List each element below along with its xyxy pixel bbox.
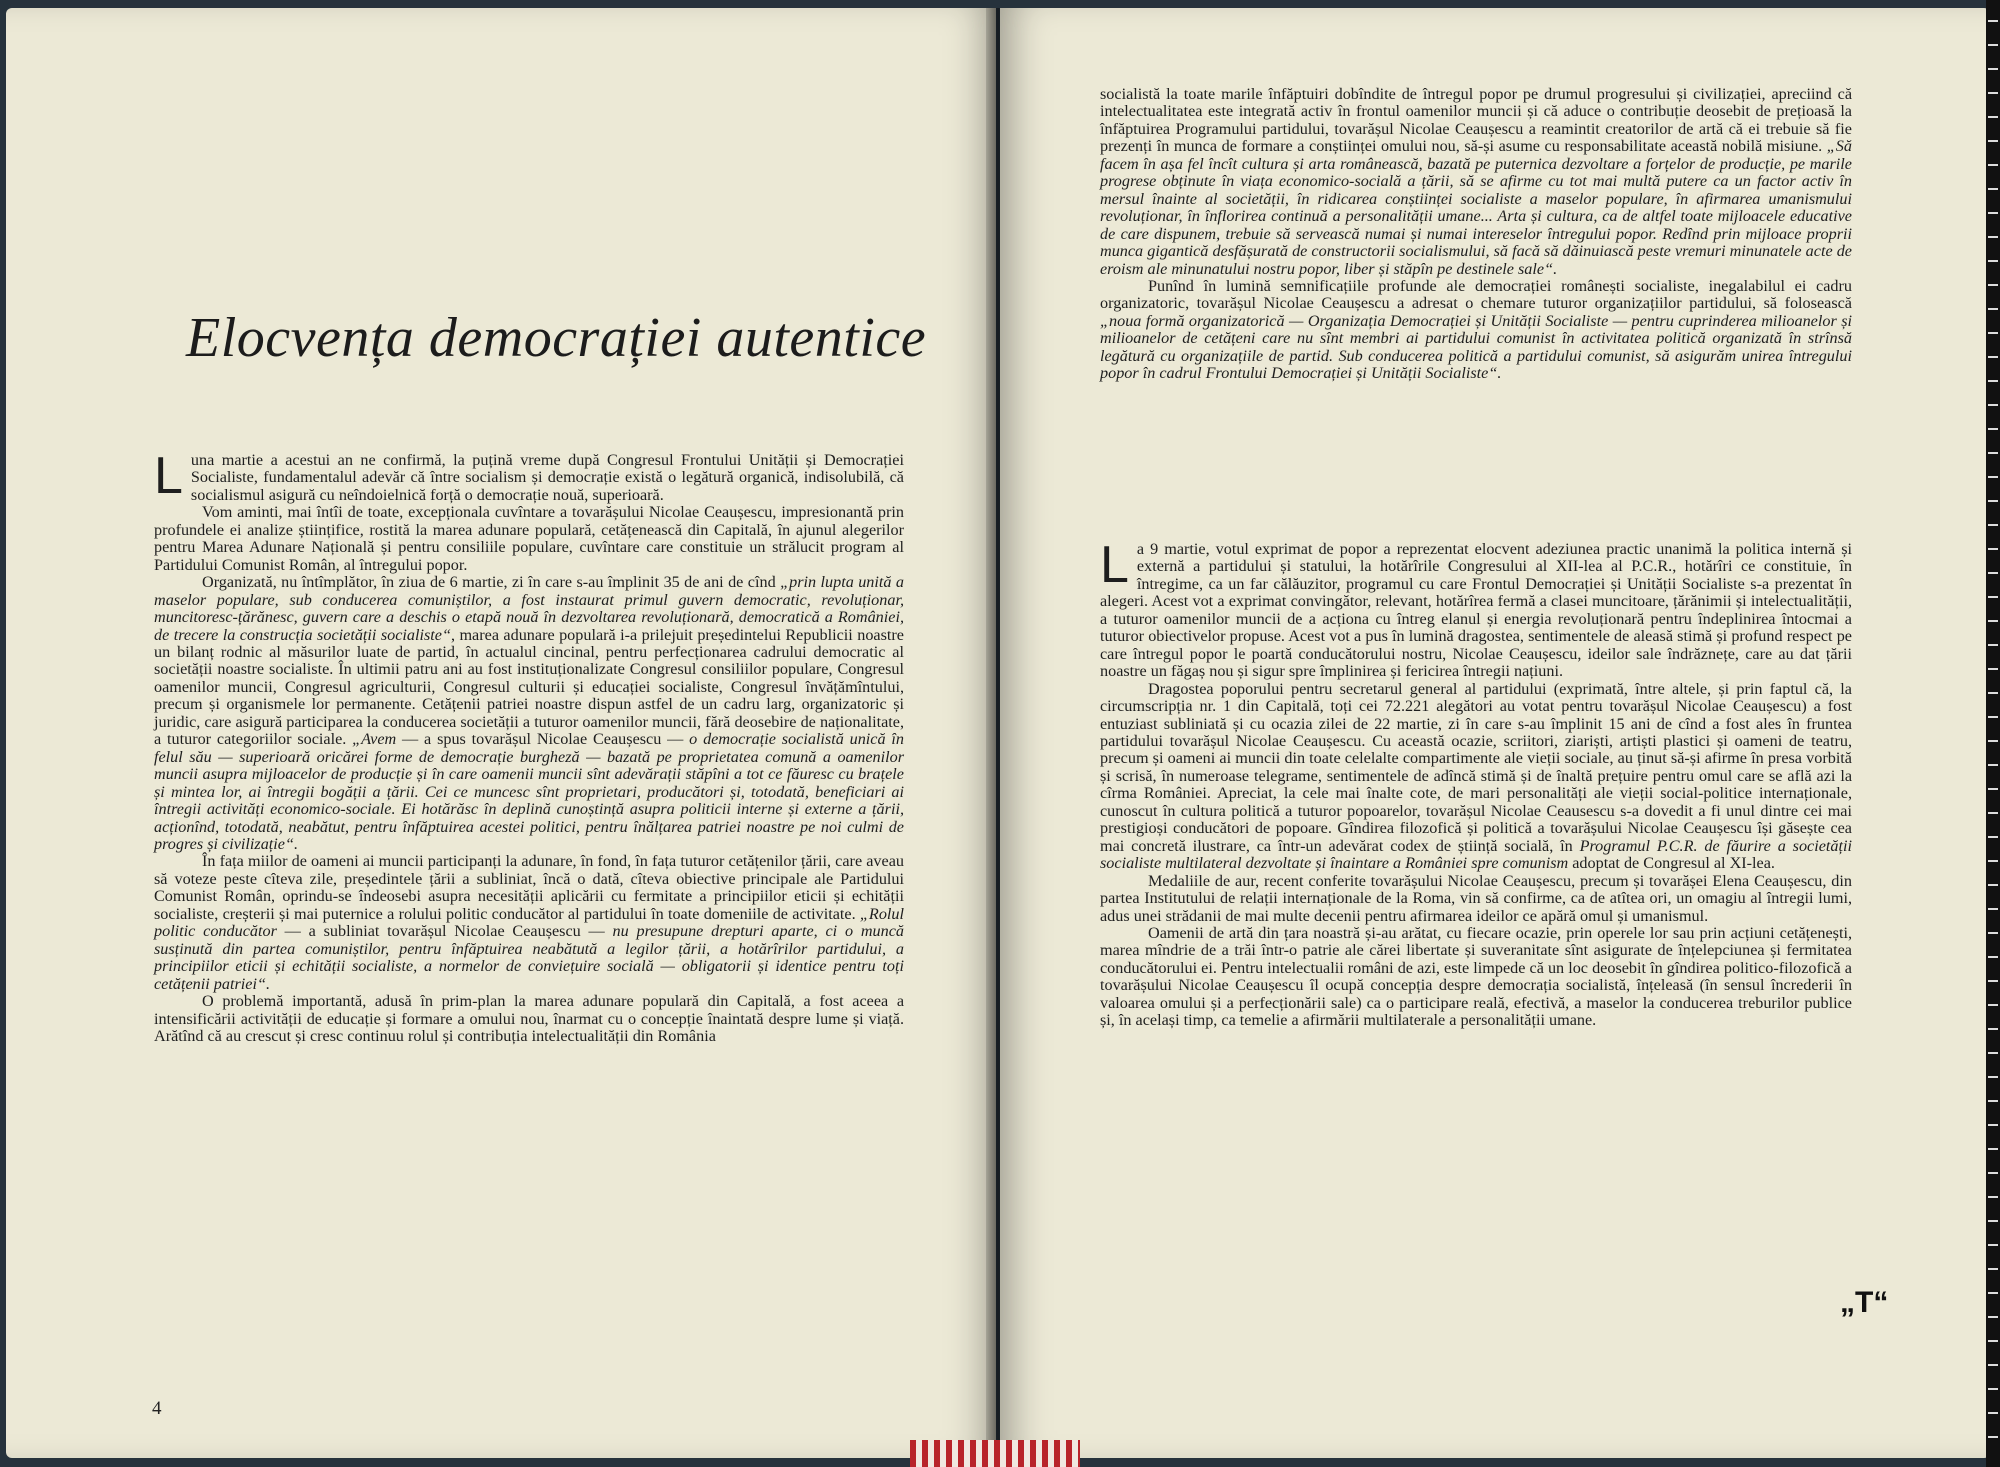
ruler-tick: [1988, 1076, 1998, 1078]
ruler-tick: [1988, 764, 1998, 766]
ruler-tick: [1988, 860, 1998, 862]
quote-italic: o democrație socialistă unică în felul său — superioară oricărei forme de democrație burgheză — bazată pe proprietatea comună a oamenilor muncii asupra mijloacelor de producție și în care oamenii muncii sînt adevărații stăpîni a tot ce făuresc cu brațele și mintea lor, ai întregii bogății a țării. Cei ce muncesc sînt proprietari, producători și, totodată, beneficiari ai întregii activități economico-sociale. Ei hotărăsc în deplină cunoștință asupra politicii interne și externe a țării, acționînd, totodată, neabătut, pentru înfăptuirea acestei politici, pentru înălțarea patriei noastre pe noi culmi de progres și civilizație“.: [154, 730, 904, 853]
ruler-tick: [1988, 1436, 1998, 1438]
paragraph-text: a 9 martie, votul exprimat de popor a reprezentat elocvent adeziunea practic unanimă la politica internă și externă a partidului și statului, la hotărîrile Congresului al XII-lea al P.C.R., hotărîri ce constituie, în întregime, ca un far călăuzitor, programul cu care Frontul Democrației și Unității Socialiste s-a prezentat în alegeri. Acest vot a exprimat convingător, relevant, hotărîrea fermă a clasei muncitoare, țărănimii și intelectualității, a tuturor oamenilor muncii de a acționa cu întreg elanul și energia revoluționară pentru îndeplinirea întocmai a tuturor obiectivelor propuse. Acest vot a pus în lumină dragostea, sentimentele de aleasă stimă și profund respect pe care întregul popor le poartă conducătorului nostru, Nicolae Ceaușescu, ideilor sale îndrăznețe, care au dat țării noastre un făgaș nou și sigur spre împlinirea și fericirea întregii națiuni.: [1100, 540, 1852, 681]
ruler-tick: [1988, 1388, 1998, 1390]
ruler-tick: [1988, 44, 1998, 46]
ruler-tick: [1988, 1172, 1998, 1174]
text-run: — a subliniat tovarășul Nicolae Ceaușescu —: [276, 922, 613, 941]
ruler-tick: [1988, 308, 1998, 310]
paragraph: [154, 574, 904, 853]
paragraph: [1100, 681, 1852, 873]
ruler-tick: [1988, 1100, 1998, 1102]
ruler-tick: [1988, 548, 1998, 550]
ruler-tick: [1988, 572, 1998, 574]
ruler-tick: [1988, 692, 1998, 694]
ruler-tick: [1988, 260, 1998, 262]
right-page-text-column-top: [1100, 86, 1852, 383]
quote-italic: Programul P.C.R. de făurire a societății socialiste multilateral dezvoltate și înaintare a României spre comunism: [1100, 836, 1853, 873]
ruler-tick: [1988, 932, 1998, 934]
ruler-tick: [1988, 140, 1998, 142]
quote-italic: „noua formă organizatorică — Organizația Democrației și Unității Socialiste — pentru cuprinderea milioanelor și milioanelor de cetățeni care nu sînt membri ai partidului comunist în activitatea politică organizată în strînsă legătură cu organizațiile de partid. Sub conducerea politică a partidului comunist, să asigurăm unirea întregului popor în cadrul Frontului Democrației și Unității Socialiste“.: [1100, 311, 1852, 383]
ruler-edge: [1986, 0, 2000, 1467]
quote-italic: „Să facem în așa fel încît cultura și arta românească, bazată pe puternica dezvoltare a forțelor de producție, pe marile progrese obținute în viața economico-socială a țării, să se afirme cu tot mai multă putere ca un factor activ în mersul înainte al societății, în ridicarea conștiinței socialiste a maselor populare, în afirmarea umanismului revoluționar, în înflorirea continuă a personalității umane... Arta și cultura, ca de altfel toate mijloacele educative de care dispunem, trebuie să servească numai și numai intereselor întregului popor. Redînd prin mijloace proprii munca gigantică desfășurată de constructorii socialismului, să facă să dăinuiască peste vremuri minunatele acte de eroism ale minunatului nostru popor, liber și stăpîn pe destinele sale“.: [1100, 137, 1852, 278]
ruler-tick: [1988, 716, 1998, 718]
ruler-tick: [1988, 812, 1998, 814]
ruler-tick: [1988, 644, 1998, 646]
ruler-tick: [1988, 788, 1998, 790]
paragraph: Oamenii de artă din țara noastră și-au arătat, cu fiecare ocazie, prin operele lor sau prin acțiuni cetățenești, marea mîndrie de a trăi într-o patrie ale cărei libertate și suveranitate sînt asigurate de înțelepciunea și fermitatea conducătorului ei. Pentru intelectualii români de azi, este limpede că un loc deosebit în gîndirea politico-filozofică a tovarășului Nicolae Ceaușescu îl ocupă concepția despre democrația socialistă, înțeleasă (în sensul încrederii în valoarea omului și a perfecționării sale) ca o participare reală, efectivă, a maselor la conducerea treburilor publice și, în același timp, ca temelie a afirmării multilaterale a personalității umane.: [1100, 923, 1852, 1030]
ruler-tick: [1988, 1412, 1998, 1414]
left-page-text-column: [154, 447, 905, 1045]
page-number: 4: [152, 1398, 162, 1419]
paragraph: [1100, 536, 1852, 681]
ruler-tick: [1988, 92, 1998, 94]
text-run: , marea adunare populară i-a prilejuit președintelui Republicii noastre un bilanț rodnic al măsurilor luate de partid, în actualul cincinal, pentru perfecționarea cadrului democratic al societății noastre socialiste. În ultimii patru ani au fost instituționalizate Congresul consiliilor populare, Congresul oamenilor muncii, Congresul agriculturii, Congresul culturii și educației socialiste, Congresul învățămîntului, precum și organismele lor permanente. Cetățenii patriei noastre dispun astfel de un cadru larg, organizatoric și juridic, care asigură participarea la conducerea societății a tuturor oamenilor muncii, fără deosebire de naționalitate, a tuturor categoriilor sociale.: [154, 625, 904, 749]
ruler-tick: [1988, 1196, 1998, 1198]
ruler-tick: [1988, 524, 1998, 526]
paragraph: [1100, 86, 1852, 278]
ruler-tick: [1988, 1148, 1998, 1150]
ruler-tick: [1988, 380, 1998, 382]
ruler-tick: [1988, 620, 1998, 622]
ruler-tick: [1988, 356, 1998, 358]
quote-italic: „prin lupta unită a maselor populare, sub conducerea comuniștilor, a fost instaurat primul guvern democratic, revoluționar, muncitoresc-țărănesc, guvern care a deschis o etapă nouă în dezvoltarea revoluționară, democratică a României, de trecere la construcția societății socialiste“: [154, 573, 905, 644]
ruler-tick: [1988, 164, 1998, 166]
ruler-tick: [1988, 332, 1998, 334]
ruler-tick: [1988, 740, 1998, 742]
paragraph: Medaliile de aur, recent conferite tovarășului Nicolae Ceaușescu, precum și tovarășei Elena Ceaușescu, din partea Institutului de relații internaționale de la Roma, vin să confirme, ca de atîtea ori, un omagiu al întregii lumi, adus unei strădanii de mai multe decenii pentru afirmarea ideilor ce apără omul și umanismul.: [1100, 871, 1852, 925]
text-run: Organizată, nu întîmplător, în ziua de 6 martie, zi în care s-au împlinit 35 de ani de cînd: [202, 573, 781, 592]
ruler-tick: [1988, 1340, 1998, 1342]
ruler-tick: [1988, 20, 1998, 22]
ruler-tick: [1988, 1220, 1998, 1222]
ruler-tick: [1988, 1268, 1998, 1270]
ruler-tick: [1988, 596, 1998, 598]
article-title: Elocvența democrației autentice: [186, 307, 927, 369]
drop-cap: L: [154, 447, 183, 505]
quote-italic: „Rolul politic conducător: [154, 904, 904, 941]
text-run: — a spus tovarășul Nicolae Ceaușescu —: [396, 730, 690, 749]
ruler-tick: [1988, 980, 1998, 982]
ruler-tick: [1988, 404, 1998, 406]
text-run: socialistă la toate marile înfăptuiri dobîndite de întregul popor pe drumul progresului și civilizației, apreciind că intelectualitatea este integrată activ în frontul oamenilor muncii și că aduce o contribuție deosebit de prețioasă la înfăptuirea Programului partidului, tovarășul Nicolae Ceaușescu a reamintit creatorilor de artă că ei trebuie să fie prezenți în munca de formare a conștiinței omului nou, să-și asume cu responsabilitate această nobilă misiune.: [1100, 85, 1852, 156]
ruler-tick: [1988, 908, 1998, 910]
paragraph: Vom aminti, mai întîi de toate, excepționala cuvîntare a tovarășului Nicolae Ceaușescu, impresionantă prin profundele ei analize științifice, rostită la marea adunare populară, cetățenească din Capitală, în ajunul alegerilor pentru Marea Adunare Națională și pentru consiliile populare, cuvîntare care constituie un strălucit program al Partidului Comunist Român, al întregului popor.: [154, 503, 904, 574]
ruler-tick: [1988, 284, 1998, 286]
ruler-tick: [1988, 452, 1998, 454]
quote-italic: „Avem: [352, 730, 397, 749]
drop-cap: L: [1100, 536, 1129, 594]
ruler-tick: [1988, 956, 1998, 958]
text-run: Punînd în lumină semnificațiile profunde ale democrației românești socialiste, inegalabilul ei cadru organizatoric, tovarășul Nicolae Ceaușescu a adresat o chemare tuturor organizațiilor partidului, să folosească: [1100, 276, 1852, 313]
paragraph: O problemă importantă, adusă în prim-plan la marea adunare populară din Capitală, a fost aceea a intensificării activității de educație și formare a omului nou, înarmat cu o concepție înaintată despre lume și viață. Arătînd că au crescut și cresc continuu rolul și contribuția intelectualității din România: [154, 992, 904, 1045]
ruler-tick: [1988, 236, 1998, 238]
ruler-tick: [1988, 1244, 1998, 1246]
ruler-tick: [1988, 68, 1998, 70]
paragraph-text: una martie a acestui an ne confirmă, la puțină vreme după Congresul Frontului Unității și Democrației Socialiste, fundamentalul adevăr că între socialism și democrație există o legătură organică, indisolubilă, că socialismul asigură cu neîndoielnică forță o democrație nouă, superioară.: [190, 451, 904, 504]
text-run: În fața miilor de oameni ai muncii participanți la adunare, în fond, în fața tuturor cetățenilor țării, care aveau să voteze peste cîteva zile, președintele țării a subliniat, încă o dată, cîteva obiective principale ale Partidului Comunist Român, oprindu-se îndeosebi asupra necesității aplicării cu fermitate a principiilor eticii și echității socialiste, creșterii și mai puternice a rolului politic conducător al partidului în toate domeniile de activitate.: [154, 852, 904, 923]
ruler-tick: [1988, 1316, 1998, 1318]
ruler-tick: [1988, 1124, 1998, 1126]
right-page-text-column-bottom: [1100, 536, 1853, 1030]
quote-italic: nu presupune drepturi aparte, ci o muncă susținută din partea comuniștilor, pentru înfăptuirea neabătută a legilor țării, a hotărîrilor partidului, a principiilor eticii și echității socialiste, a normelor de conviețuire socială — obligatorii și identice pentru toți cetățenii patriei“.: [154, 922, 904, 993]
ruler-tick: [1988, 1052, 1998, 1054]
ruler-tick: [1988, 500, 1998, 502]
left-page: [6, 8, 996, 1458]
text-run: adoptat de Congresul al XI-lea.: [1568, 854, 1775, 873]
text-run: Dragostea poporului pentru secretarul general al partidului (exprimată, între altele, și prin faptul că, la circumscripția nr. 1 din Capitală, toți cei 72.221 alegători au votat pentru tovarășul Nicolae Ceaușescu) a fost entuziast subliniată și cu ocazia zilei de 22 martie, zi în care s-au împlinit 15 ani de cînd a fost ales în fruntea partidului tovarășul Nicolae Ceaușescu. Cu această ocazie, scriitori, ziariști, artiști plastici și oameni de teatru, precum și oameni ai muncii din toate celelalte compartimente ale vieții sociale, au ținut să-și afirme în presa vorbită și scrisă, în numeroase telegrame, sentimentele de adîncă stimă și de înaltă prețuire pentru omul care se află azi la cîrma României. Apreciat, la cele mai înalte cote, de mari personalități ale vieții social-politice internaționale, cunoscut în cultura politică a tuturor popoarelor, tovarășul Nicolae Ceausescu s-a dovedit a fi unul dintre cei mai prestigioși conducători de popoare. Gîndirea filozofică și politică a tovarășului Nicolae Ceaușescu își găsește cea mai concretă ilustrare, ca într-un adevărat codex de știință socială, în: [1100, 679, 1852, 855]
ruler-tick: [1988, 188, 1998, 190]
paragraph: [154, 853, 904, 993]
paragraph: [154, 447, 904, 505]
ruler-tick: [1988, 1364, 1998, 1366]
ruler-tick: [1988, 884, 1998, 886]
right-page: [1000, 8, 1990, 1458]
ruler-tick: [1988, 1292, 1998, 1294]
author-signature: „T“: [1840, 1286, 1889, 1319]
bookmark-ribbon: [910, 1440, 1080, 1467]
ruler-tick: [1988, 836, 1998, 838]
ruler-tick: [1988, 428, 1998, 430]
ruler-tick: [1988, 1004, 1998, 1006]
ruler-tick: [1988, 212, 1998, 214]
ruler-tick: [1988, 476, 1998, 478]
paragraph: [1100, 278, 1852, 383]
ruler-tick: [1988, 1028, 1998, 1030]
ruler-tick: [1988, 116, 1998, 118]
ruler-tick: [1988, 668, 1998, 670]
